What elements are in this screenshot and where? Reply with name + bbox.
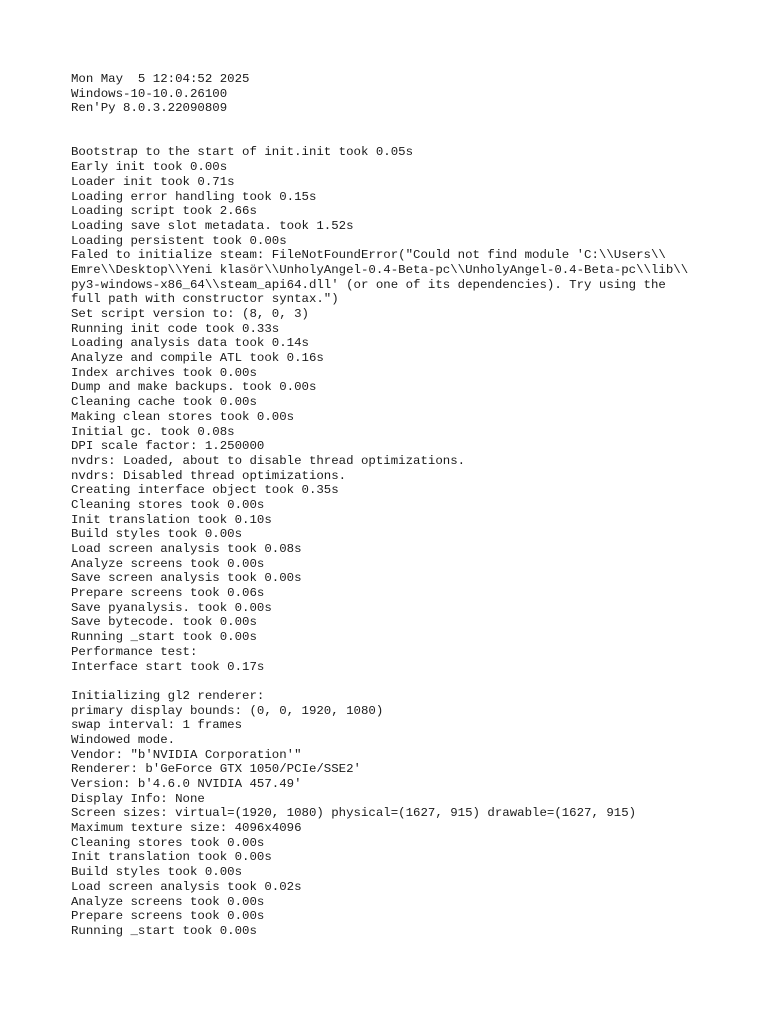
log-line: Creating interface object took 0.35s	[71, 483, 339, 498]
log-line: Loader init took 0.71s	[71, 174, 235, 189]
log-line: Maximum texture size: 4096x4096	[71, 821, 302, 836]
log-line: DPI scale factor: 1.250000	[71, 439, 265, 454]
log-line-timestamp: Mon May 5 12:04:52 2025	[71, 72, 250, 86]
log-line: Prepare screens took 0.00s	[71, 909, 265, 924]
log-line: Loading persistent took 0.00s	[71, 233, 287, 248]
log-line: Cleaning stores took 0.00s	[71, 497, 265, 512]
log-line: Running init code took 0.33s	[71, 321, 280, 336]
log-line: Init translation took 0.00s	[71, 850, 272, 865]
log-line-renpy-version: Ren'Py 8.0.3.22090809	[71, 101, 228, 116]
log-line: primary display bounds: (0, 0, 1920, 1080)	[71, 703, 384, 718]
log-line: nvdrs: Disabled thread optimizations.	[71, 468, 347, 483]
log-line: swap interval: 1 frames	[71, 718, 243, 733]
log-line: Faled to initialize steam: FileNotFoundError("Could not find module 'C:\\Users\\	[71, 248, 666, 263]
log-line: Emre\\Desktop\\Yeni klasör\\UnholyAngel-0.4-Beta-pc\\UnholyAngel-0.4-Beta-pc\\lib\\	[71, 262, 689, 277]
log-line: Load screen analysis took 0.08s	[71, 542, 302, 556]
log-line: Prepare screens took 0.06s	[71, 586, 265, 601]
log-line: Init translation took 0.10s	[71, 512, 272, 527]
log-line: Save bytecode. took 0.00s	[71, 615, 257, 630]
log-line: Screen sizes: virtual=(1920, 1080) physical=(1627, 915) drawable=(1627, 915)	[71, 806, 637, 821]
blank-line	[71, 674, 751, 689]
log-line: Running _start took 0.00s	[71, 923, 257, 938]
log-line: Making clean stores took 0.00s	[71, 409, 295, 424]
log-line: Loading error handling took 0.15s	[71, 189, 317, 204]
log-line: Windowed mode.	[71, 732, 176, 747]
log-line: Bootstrap to the start of init.init took 0.05s	[71, 145, 414, 160]
log-line: Analyze screens took 0.00s	[71, 556, 265, 571]
log-document	[71, 72, 751, 939]
log-line: Dump and make backups. took 0.00s	[71, 380, 317, 395]
log-line: Index archives took 0.00s	[71, 365, 257, 380]
blank-line	[71, 116, 751, 131]
log-line: Analyze and compile ATL took 0.16s	[71, 351, 324, 366]
log-line: Loading script took 2.66s	[71, 204, 257, 219]
log-line: Load screen analysis took 0.02s	[71, 879, 302, 894]
log-line: Save pyanalysis. took 0.00s	[71, 600, 272, 615]
renderer-log-section	[71, 689, 751, 939]
log-line: full path with constructor syntax.")	[71, 292, 339, 307]
log-line: Build styles took 0.00s	[71, 527, 243, 542]
log-line: Interface start took 0.17s	[71, 659, 265, 674]
log-line: Cleaning stores took 0.00s	[71, 835, 265, 850]
log-line: Cleaning cache took 0.00s	[71, 395, 257, 410]
log-line-os: Windows-10-10.0.26100	[71, 86, 228, 101]
log-line: Early init took 0.00s	[71, 160, 228, 175]
log-line: nvdrs: Loaded, about to disable thread optimizations.	[71, 453, 466, 468]
log-line: Performance test:	[71, 644, 198, 659]
log-line: Display Info: None	[71, 791, 205, 806]
log-line: Set script version to: (8, 0, 3)	[71, 307, 309, 321]
log-line: Initial gc. took 0.08s	[71, 424, 235, 439]
log-line: Vendor: "b'NVIDIA Corporation'"	[71, 747, 302, 762]
log-line: Save screen analysis took 0.00s	[71, 571, 302, 586]
log-line: py3-windows-x86_64\\steam_api64.dll' (or one of its dependencies). Try using the	[71, 277, 666, 292]
log-line: Loading save slot metadata. took 1.52s	[71, 218, 354, 233]
log-line: Analyze screens took 0.00s	[71, 894, 265, 909]
log-line: Version: b'4.6.0 NVIDIA 457.49'	[71, 777, 302, 791]
log-header	[71, 72, 751, 116]
blank-line	[71, 131, 751, 146]
init-log-section	[71, 145, 751, 674]
log-line: Build styles took 0.00s	[71, 865, 243, 880]
log-line: Loading analysis data took 0.14s	[71, 336, 309, 351]
log-line: Initializing gl2 renderer:	[71, 688, 265, 703]
log-line: Running _start took 0.00s	[71, 630, 257, 645]
log-line: Renderer: b'GeForce GTX 1050/PCIe/SSE2'	[71, 762, 361, 777]
